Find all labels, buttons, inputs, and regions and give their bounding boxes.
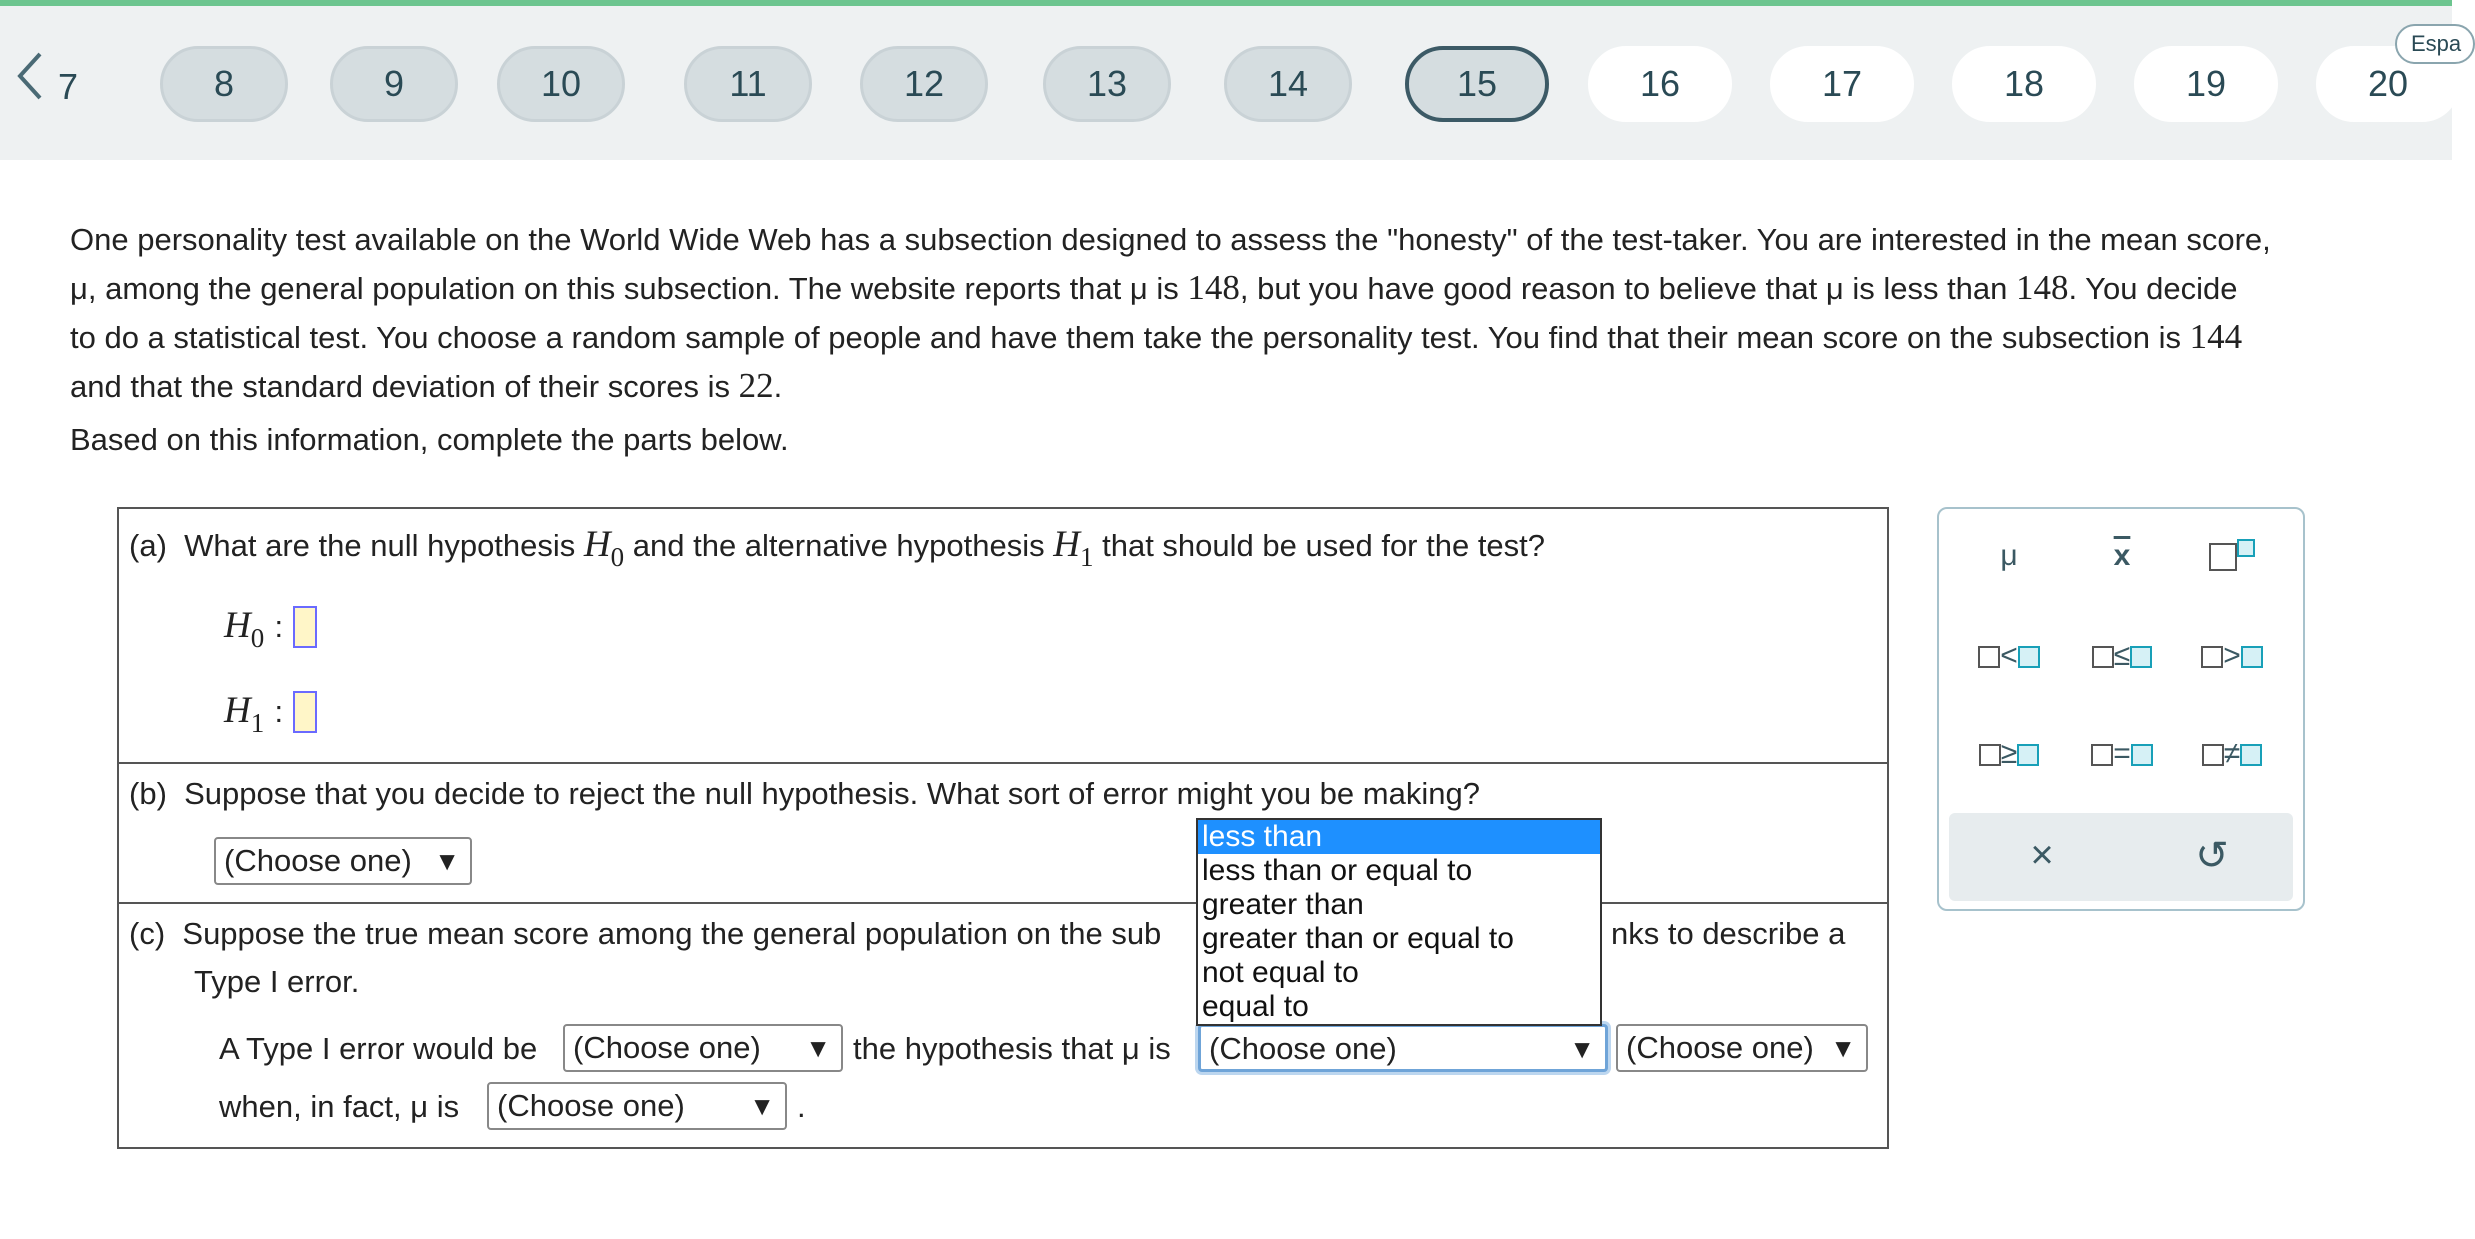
error-type-select[interactable] bbox=[214, 837, 472, 885]
dropdown-option-equal[interactable]: equal to bbox=[1202, 990, 1309, 1023]
not-equal-button[interactable]: ≠ bbox=[2187, 737, 2277, 771]
xbar-symbol: $\overline{x}$ bbox=[2113, 539, 2131, 572]
nav-item-13[interactable]: 13 bbox=[1043, 46, 1171, 122]
part-c-text-3: Type I error. bbox=[194, 964, 360, 999]
intro-period: . bbox=[773, 369, 783, 404]
instructions: Based on this information, complete the parts below. bbox=[70, 422, 789, 457]
intro-text-1: One personality test available on the World Wide Web has a subsection designed to assess the "honesty" of the test-taker. You are interested in the mean score, bbox=[70, 222, 2271, 257]
superscript-button[interactable] bbox=[2187, 539, 2277, 573]
intro-text-6: and that the standard deviation of their scores is bbox=[70, 369, 739, 404]
nav-item-7[interactable]: 7 bbox=[58, 66, 79, 107]
question-box bbox=[117, 507, 1889, 1149]
palette-footer bbox=[1949, 813, 2293, 901]
nav-item-12[interactable]: 12 bbox=[860, 46, 988, 122]
h1-row bbox=[224, 689, 317, 739]
dropdown-arrow-icon: ▼ bbox=[434, 846, 460, 876]
part-c-question bbox=[129, 916, 1869, 952]
part-a-label: (a) bbox=[129, 528, 167, 563]
dropdown-option-greater-equal[interactable]: greater than or equal to bbox=[1202, 922, 1514, 955]
part-a-text-1: What are the null hypothesis bbox=[184, 528, 584, 563]
select-value: (Choose one) bbox=[1209, 1031, 1397, 1066]
less-equal-button[interactable]: ≤ bbox=[2077, 639, 2167, 673]
select-value: (Choose one) bbox=[573, 1030, 761, 1065]
part-b-label: (b) bbox=[129, 776, 167, 811]
true-mean-select[interactable] bbox=[487, 1082, 787, 1130]
xbar-button[interactable] bbox=[2077, 539, 2167, 573]
nav-item-9[interactable]: 9 bbox=[330, 46, 458, 122]
equal-button[interactable]: = bbox=[2077, 737, 2167, 771]
part-a-text-3: that should be used for the test? bbox=[1093, 528, 1546, 563]
part-b-question bbox=[129, 776, 1480, 812]
h1-label: $H_1$ bbox=[224, 690, 265, 738]
part-b bbox=[119, 764, 1887, 904]
nav-item-16[interactable]: 16 bbox=[1588, 46, 1732, 122]
h1-colon: : bbox=[274, 694, 284, 729]
nav-item-8[interactable]: 8 bbox=[160, 46, 288, 122]
part-c bbox=[119, 904, 1887, 1149]
clear-icon[interactable]: × bbox=[2030, 833, 2054, 877]
type1-sentence-start: A Type I error would be bbox=[219, 1031, 538, 1066]
part-a bbox=[119, 509, 1887, 764]
select-value: (Choose one) bbox=[1626, 1030, 1814, 1065]
nav-item-17[interactable]: 17 bbox=[1770, 46, 1914, 122]
problem-statement bbox=[70, 216, 2350, 411]
intro-text-3: , but you have good reason to believe that μ is less than bbox=[1239, 271, 2017, 306]
value-148-b: 148 bbox=[2016, 268, 2069, 307]
nav-item-20[interactable]: 20 bbox=[2316, 46, 2460, 122]
h0-row bbox=[224, 604, 317, 654]
part-c-text-2: nks to describe a bbox=[1611, 916, 1846, 951]
dropdown-arrow-icon: ▼ bbox=[749, 1091, 775, 1121]
type1-sentence-mid: the hypothesis that μ is bbox=[853, 1031, 1171, 1066]
superscript-icon bbox=[2209, 539, 2255, 572]
dropdown-arrow-icon: ▼ bbox=[1569, 1034, 1595, 1064]
chevron-left-icon[interactable] bbox=[10, 46, 50, 106]
dropdown-arrow-icon: ▼ bbox=[805, 1033, 831, 1063]
h1-input[interactable] bbox=[293, 691, 317, 733]
part-b-text: Suppose that you decide to reject the null hypothesis. What sort of error might you be making? bbox=[184, 776, 1480, 811]
value-22: 22 bbox=[738, 366, 774, 405]
math-palette bbox=[1937, 507, 2305, 911]
h0-label: $H_0$ bbox=[224, 605, 265, 653]
h0-symbol: $H_0$ bbox=[583, 524, 625, 572]
greater-equal-button[interactable]: ≥ bbox=[1964, 737, 2054, 771]
relation-dropdown-list bbox=[1196, 818, 1602, 1026]
nav-item-14[interactable]: 14 bbox=[1224, 46, 1352, 122]
mu-button[interactable] bbox=[1964, 539, 2054, 573]
intro-text-4: . You decide bbox=[2068, 271, 2238, 306]
select-value: (Choose one) bbox=[224, 843, 412, 878]
sentence-period: . bbox=[797, 1089, 806, 1124]
select-value: (Choose one) bbox=[497, 1088, 685, 1123]
part-a-question bbox=[129, 523, 1545, 573]
hypothesis-relation-select[interactable] bbox=[1198, 1024, 1608, 1072]
part-a-text-2: and the alternative hypothesis bbox=[624, 528, 1054, 563]
greater-than-button[interactable]: > bbox=[2187, 639, 2277, 673]
nav-item-11[interactable]: 11 bbox=[684, 46, 812, 122]
dropdown-arrow-icon: ▼ bbox=[1830, 1033, 1856, 1063]
nav-item-19[interactable]: 19 bbox=[2134, 46, 2278, 122]
type1-action-select[interactable] bbox=[563, 1024, 843, 1072]
undo-icon[interactable]: ↺ bbox=[2195, 834, 2229, 878]
value-144: 144 bbox=[2189, 317, 2243, 356]
h0-colon: : bbox=[274, 609, 284, 644]
dropdown-option-greater-than[interactable]: greater than bbox=[1202, 888, 1364, 921]
part-c-text-1: Suppose the true mean score among the general population on the sub bbox=[182, 916, 1162, 951]
intro-text-2: μ, among the general population on this subsection. The website reports that μ is bbox=[70, 271, 1188, 306]
dropdown-option-less-equal[interactable]: less than or equal to bbox=[1202, 854, 1473, 887]
intro-text-5: to do a statistical test. You choose a random sample of people and have them take the personality test. You find that their mean score on the subsection is bbox=[70, 320, 2190, 355]
type1-sentence-end: when, in fact, μ is bbox=[219, 1089, 460, 1124]
language-toggle[interactable]: Espa bbox=[2395, 24, 2475, 64]
hypothesis-value-select[interactable] bbox=[1616, 1024, 1868, 1072]
part-c-label: (c) bbox=[129, 916, 166, 951]
dropdown-option-less-than[interactable]: less than bbox=[1198, 820, 1600, 854]
nav-item-15-current[interactable]: 15 bbox=[1405, 46, 1549, 122]
h1-symbol: $H_1$ bbox=[1053, 524, 1094, 572]
dropdown-option-not-equal[interactable]: not equal to bbox=[1202, 956, 1359, 989]
question-navigation-bar bbox=[0, 6, 2462, 160]
value-148: 148 bbox=[1187, 268, 1240, 307]
less-than-button[interactable]: < bbox=[1964, 639, 2054, 673]
nav-item-10[interactable]: 10 bbox=[497, 46, 625, 122]
h0-input[interactable] bbox=[293, 606, 317, 648]
nav-item-18[interactable]: 18 bbox=[1952, 46, 2096, 122]
mu-symbol: μ bbox=[2000, 539, 2018, 572]
